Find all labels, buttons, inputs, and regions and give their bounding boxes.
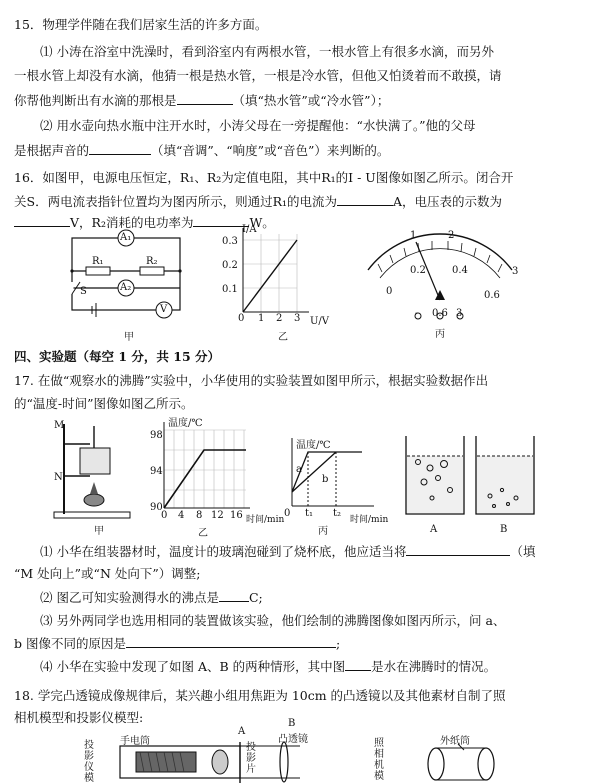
q17-sub3-line1: ⑶ 另外两同学也选用相同的装置做该实验，他们绘制的沸腾图像如图丙所示，问 a、: [40, 613, 506, 628]
q15-p1-text-a: 你帮他判断出有水滴的那根是: [14, 93, 177, 108]
q18-line1: 18. 学完凸透镜成像规律后，某兴趣小组用焦距为 10cm 的凸透镜以及其他素材自制了照: [14, 688, 506, 703]
q16-terminal-minus: -: [415, 308, 419, 319]
q16-iu-graph: [225, 226, 325, 326]
q17-bing-ylabel: 温度/℃: [296, 440, 331, 451]
q17-answer-blank-4[interactable]: [345, 658, 371, 671]
q16-line1: 16．如图甲，电源电压恒定，R₁、R₂为定值电阻，其中R₁的I - U图像如图乙所示。闭合开: [14, 170, 514, 185]
q17-temperature-time-graph: [150, 420, 260, 520]
q16-dial-top-3: 3: [512, 266, 519, 277]
q18-point-b-label: B: [288, 718, 296, 729]
q17-answer-blank-2[interactable]: [219, 589, 249, 602]
q16-terminal-0.6: 0.6: [432, 308, 448, 319]
q16-graph-ylabel: I/A: [242, 224, 257, 235]
q17-sub4-text-a: ⑷ 小华在实验中发现了如图 A、B 的两种情形，其中图: [40, 659, 346, 674]
q16-line2: [14, 193, 502, 210]
q16-text-d: W。: [249, 215, 275, 230]
q17-bing-tick-0: 0: [284, 508, 291, 519]
q17-fig-jia-caption: 甲: [94, 526, 104, 537]
q16-xtick-2: 2: [276, 313, 283, 324]
q16-text-c: V，R₂消耗的电功率为: [70, 215, 194, 230]
q18-projector-label: 投影仪模: [84, 740, 94, 784]
q16-fig-bing-caption: 丙: [435, 329, 445, 340]
q18-outer-tube-label: 外纸筒: [440, 736, 470, 747]
q16-dial-bottom-0.6: 0.6: [484, 290, 500, 301]
q16-r2-label: R₂: [146, 256, 158, 267]
q15-p1-line2: 一根水管上却没有水滴，他猜一根是热水管，一根是冷水管，但他又怕烫着而不敢摸，请: [14, 68, 502, 83]
q16-voltmeter-label: V: [160, 304, 168, 315]
q17-yi-xtick-8: 8: [196, 510, 203, 521]
q16-terminal-3: 3: [456, 308, 463, 319]
q16-xtick-1: 1: [258, 313, 265, 324]
q16-dial-top-2: 2: [448, 230, 455, 241]
q16-fig-yi-caption: 乙: [278, 332, 288, 343]
q17-sub1-line2: “M 处向上”或“N 处向下”）调整;: [14, 566, 201, 581]
q16-dial-bottom-0: 0: [386, 286, 393, 297]
q17-bing-xlabel: 时间/min: [350, 515, 389, 525]
q16-xtick-3: 3: [294, 313, 301, 324]
q17-beaker-b: [470, 432, 540, 522]
q17-sub3-text-a: b 图像不同的原因是: [14, 636, 126, 651]
q15-p1-line1: ⑴ 小涛在浴室中洗澡时，看到浴室内有两根水管，一根水管上有很多水滴，而另外: [40, 44, 494, 59]
q15-p2-text-a: 是根据声音的: [14, 143, 90, 158]
q17-yi-xtick-0: 0: [161, 510, 168, 521]
q16-fig-jia-caption: 甲: [124, 332, 134, 343]
q18-camera-diagram: [416, 742, 516, 783]
q17-bing-tick-t2: t₂: [333, 508, 342, 519]
q17-bing-tick-t1: t₁: [305, 508, 314, 519]
q15-answer-blank-1[interactable]: [177, 92, 233, 105]
q15-p1-line3: [14, 92, 389, 109]
q18-lens-label: 凸透镜: [278, 734, 308, 745]
q17-sub2: [40, 589, 263, 606]
q17-beaker-a: [400, 432, 470, 522]
q15-answer-blank-2[interactable]: [89, 142, 151, 155]
q16-dial-bottom-0.4: 0.4: [452, 265, 468, 276]
q17-yi-ytick-94: 94: [150, 466, 163, 477]
q16-xtick-0: 0: [238, 313, 245, 324]
q16-ammeter-a2-label: A₂: [120, 282, 132, 293]
q18-point-a-label: A: [238, 726, 246, 737]
q17-yi-xlabel: 时间/min: [246, 515, 285, 525]
q15-p2-text-b: （填“音调”、“响度”或“音色”）来判断的。: [151, 143, 390, 158]
q16-answer-blank-2[interactable]: [14, 214, 70, 227]
q17-beaker-b-label: B: [500, 524, 508, 535]
q17-apparatus-diagram: [50, 418, 140, 523]
q17-curve-a-label: a: [296, 464, 302, 475]
q17-sub2-text-a: ⑵ 图乙可知实验测得水的沸点是: [40, 590, 219, 605]
q16-graph-xlabel: U/V: [310, 316, 330, 327]
q16-answer-blank-1[interactable]: [337, 193, 393, 206]
q16-ytick-0.2: 0.2: [222, 260, 238, 271]
q16-ytick-0.1: 0.1: [222, 284, 238, 295]
q17-label-M: M: [54, 420, 65, 431]
q16-text-a: 关S．两电流表指针位置均为图丙所示，则通过R₁的电流为: [14, 194, 337, 209]
q17-answer-blank-1[interactable]: [406, 543, 510, 556]
q17-yi-ytick-98: 98: [150, 430, 163, 441]
q16-ytick-0.3: 0.3: [222, 236, 238, 247]
q16-ammeter-a1-label: A₁: [120, 232, 132, 243]
q17-sub3-text-b: ;: [335, 636, 341, 651]
q17-sub4: [40, 658, 496, 675]
q17-yi-xtick-4: 4: [178, 510, 185, 521]
q18-flashlight-label: 手电筒: [120, 736, 150, 747]
q17-yi-xtick-16: 16: [230, 510, 243, 521]
q17-yi-ylabel: 温度/℃: [168, 418, 203, 429]
q16-r1-label: R₁: [92, 256, 104, 267]
q17-sub1-line1: [40, 543, 536, 560]
section-4-title: 四、实验题（每空 1 分，共 15 分）: [14, 349, 221, 364]
q15-p2-line2: [14, 142, 389, 159]
q17-label-N: N: [54, 472, 63, 483]
q18-camera-label: 照相机模: [374, 738, 384, 782]
q16-text-b: A，电压表的示数为: [393, 194, 503, 209]
q16-switch-label: S: [80, 286, 87, 297]
q17-line2: 的“温度-时间”图像如图乙所示。: [14, 396, 194, 411]
q15-stem: 15．物理学伴随在我们居家生活的许多方面。: [14, 17, 268, 32]
q17-curve-b-label: b: [322, 474, 329, 485]
q17-fig-bing-caption: 丙: [318, 526, 328, 537]
q16-dial-top-1: 1: [410, 230, 417, 241]
q17-sub3-line2: [14, 635, 340, 652]
q17-sub1-text-b: （填: [510, 544, 536, 559]
q17-answer-blank-3[interactable]: [126, 635, 336, 648]
q17-beaker-a-label: A: [430, 524, 438, 535]
q18-slide-label: 投影片: [246, 742, 256, 775]
q18-line2: 相机模型和投影仪模型:: [14, 710, 144, 725]
q17-sub1-text-a: ⑴ 小华在组装器材时，温度计的玻璃泡碰到了烧杯底，他应适当将: [40, 544, 407, 559]
q17-sub4-text-b: 是水在沸腾时的情况。: [371, 659, 497, 674]
q17-sub2-text-b: C;: [248, 590, 263, 605]
q17-fig-yi-caption: 乙: [198, 528, 208, 539]
q16-dial-bottom-0.2: 0.2: [410, 265, 426, 276]
q17-yi-xtick-12: 12: [211, 510, 224, 521]
q15-p2-line1: ⑵ 用水壶向热水瓶中注开水时，小涛父母在一旁提醒他：“水快满了。”他的父母: [40, 118, 476, 133]
q17-yi-ytick-90: 90: [150, 502, 163, 513]
q15-p1-text-b: （填“热水管”或“冷水管”）；: [232, 93, 390, 108]
q17-line1: 17. 在做“观察水的沸腾”实验中，小华使用的实验装置如图甲所示，根据实验数据作出: [14, 373, 489, 388]
